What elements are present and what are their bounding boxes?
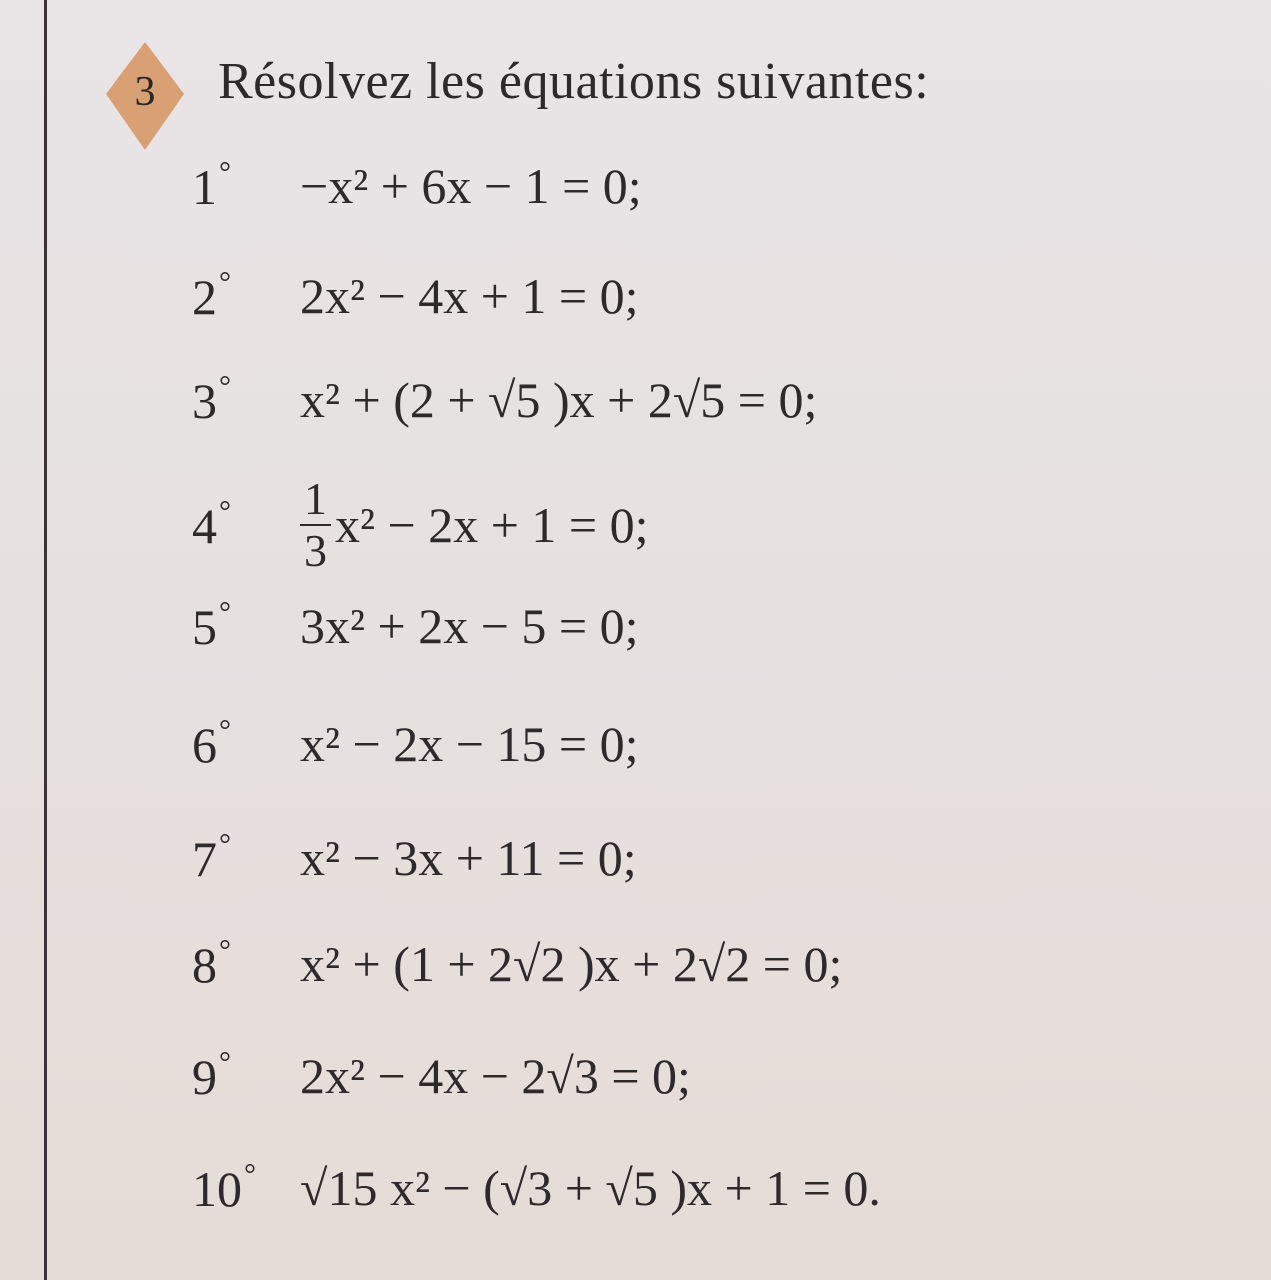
equation-label: 1° <box>192 156 231 215</box>
equation-text: x² − 2x − 15 = 0; <box>300 716 639 772</box>
equation-text: −x² + 6x − 1 = 0; <box>300 158 642 214</box>
equation-label: 8° <box>192 934 231 993</box>
equation-text: 2x² − 4x + 1 = 0; <box>300 268 639 324</box>
equation-row <box>192 818 637 898</box>
equation-text: x² + (1 + 2√2 )x + 2√2 = 0; <box>300 936 843 992</box>
equation-row <box>192 146 642 226</box>
equation-row <box>192 586 638 666</box>
exercise-number: 3 <box>134 69 156 115</box>
equation-row <box>192 256 638 336</box>
equation-label: 9° <box>192 1046 231 1105</box>
exercise-number-badge <box>106 42 184 152</box>
fraction-denominator: 3 <box>304 525 327 576</box>
fraction <box>300 473 331 576</box>
fraction-numerator: 1 <box>300 476 331 526</box>
equation-label: 4° <box>192 495 231 554</box>
equation-label: 10° <box>192 1158 256 1217</box>
equation-row <box>192 1148 881 1228</box>
equation-row <box>192 704 638 784</box>
equation-text: x² + (2 + √5 )x + 2√5 = 0; <box>300 372 818 428</box>
page-margin-rule <box>44 0 47 1280</box>
equation-label: 5° <box>192 596 231 655</box>
equation-text: 2x² − 4x − 2√3 = 0; <box>300 1048 691 1104</box>
equation-label: 2° <box>192 266 231 325</box>
equation-text: x² − 3x + 11 = 0; <box>300 830 637 886</box>
equation-row <box>192 924 842 1004</box>
equation-row <box>192 360 817 440</box>
equation-label: 7° <box>192 828 231 887</box>
equation-row <box>192 470 648 580</box>
equation-text: √15 x² − (√3 + √5 )x + 1 = 0. <box>300 1160 881 1216</box>
equation-label: 3° <box>192 370 231 429</box>
exercise-title: Résolvez les équations suivantes: <box>218 53 930 110</box>
equation-label: 6° <box>192 714 231 773</box>
equation-text: x² − 2x + 1 = 0; <box>335 497 649 553</box>
equation-text: 3x² + 2x − 5 = 0; <box>300 598 639 654</box>
equation-row <box>192 1036 691 1116</box>
